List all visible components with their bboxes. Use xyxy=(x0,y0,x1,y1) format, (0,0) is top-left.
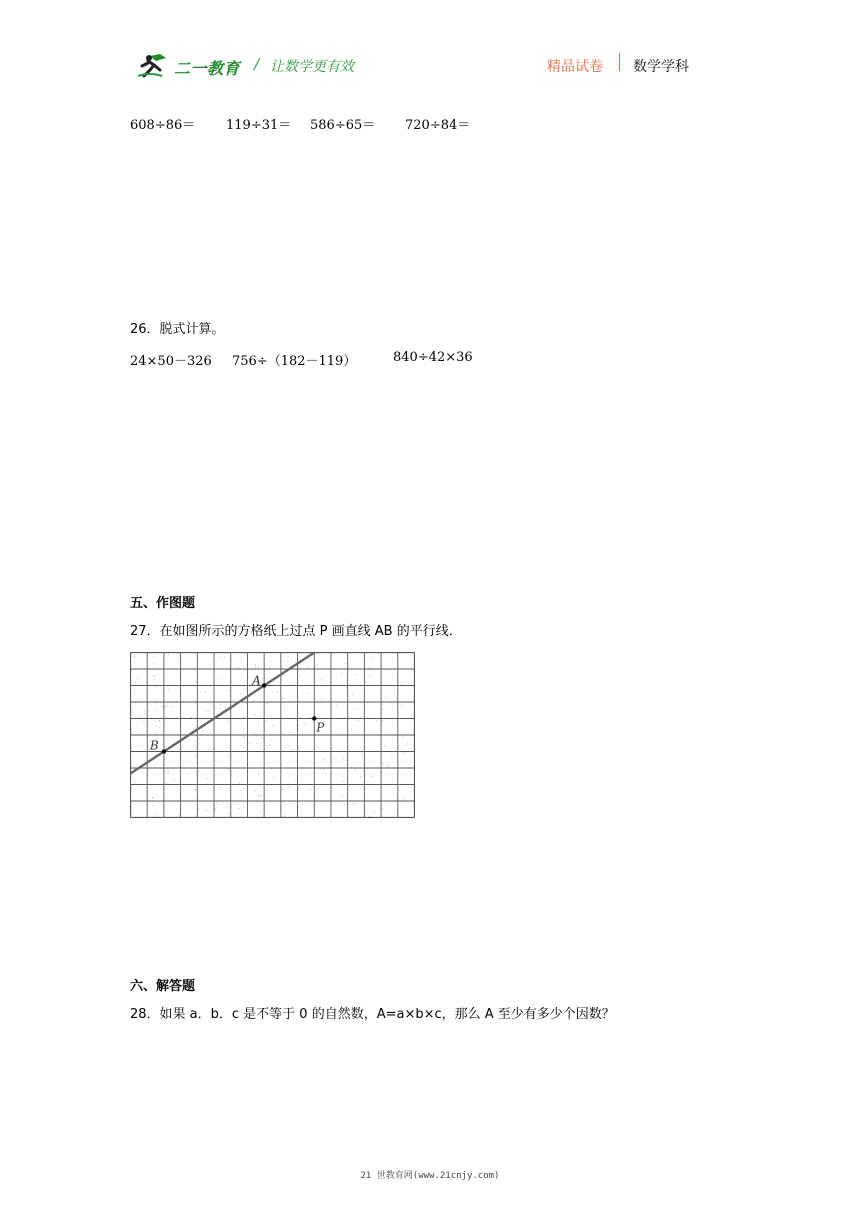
grid-speckle xyxy=(271,740,272,741)
grid-speckle xyxy=(144,720,145,721)
grid-speckle xyxy=(145,710,146,711)
grid-speckle xyxy=(307,693,308,694)
grid-speckle xyxy=(153,656,154,657)
grid-speckle xyxy=(382,709,383,710)
grid-speckle xyxy=(263,815,264,816)
grid-speckle xyxy=(323,759,324,760)
grid-speckle xyxy=(148,711,149,712)
grid-speckle xyxy=(300,717,301,718)
q28-label: 28．如果 a．b．c 是不等于 0 的自然数，A=a×b×c，那么 A 至少有多少个因数？ xyxy=(130,1007,615,1022)
grid-speckle xyxy=(154,679,155,680)
grid-speckle xyxy=(155,710,156,711)
grid-speckle xyxy=(361,753,362,754)
grid-speckle xyxy=(269,745,270,746)
grid-speckle xyxy=(229,813,230,814)
grid-speckle xyxy=(211,781,212,782)
page-footer: 21 世教育网(www.21cnjy.com) xyxy=(360,1171,500,1181)
grid-speckle xyxy=(317,665,318,666)
grid-speckle xyxy=(288,746,289,747)
grid-speckle xyxy=(132,711,133,712)
grid-speckle xyxy=(321,698,322,699)
header-tag: 精品试卷 xyxy=(547,59,603,75)
grid-speckle xyxy=(343,781,344,782)
grid-speckle xyxy=(219,804,220,805)
grid-speckle xyxy=(228,721,229,722)
section-title-answer: 六、解答题 xyxy=(130,979,196,994)
grid-speckle xyxy=(154,663,155,664)
grid-speckle xyxy=(387,764,388,765)
grid-speckle xyxy=(325,774,326,775)
grid-speckle xyxy=(273,725,274,726)
grid-speckle xyxy=(307,666,308,667)
grid-speckle xyxy=(169,689,170,690)
grid-speckle xyxy=(165,716,166,717)
grid-speckle xyxy=(205,691,206,692)
grid-speckle xyxy=(155,815,156,816)
grid-speckle xyxy=(321,678,322,679)
grid-speckle xyxy=(261,678,262,679)
grid-speckle xyxy=(239,783,240,784)
grid-speckle xyxy=(219,787,220,788)
grid-speckle xyxy=(354,803,355,804)
grid-speckle xyxy=(374,812,375,813)
grid-speckle xyxy=(172,706,173,707)
grid-speckle xyxy=(352,766,353,767)
grid-speckle xyxy=(198,798,199,799)
grid-speckle xyxy=(310,789,311,790)
grid-speckle xyxy=(198,771,199,772)
section-title-drawing: 五、作图题 xyxy=(130,596,196,611)
grid-speckle xyxy=(289,732,290,733)
grid-speckle xyxy=(352,694,353,695)
grid-speckle xyxy=(166,772,167,773)
q25-expr-2: 119÷31＝ xyxy=(226,118,292,133)
grid-speckle xyxy=(401,706,402,707)
grid-speckle xyxy=(345,663,346,664)
grid-speckle xyxy=(156,734,157,735)
grid-speckle xyxy=(360,776,361,777)
grid-speckle xyxy=(166,783,167,784)
grid-speckle xyxy=(394,690,395,691)
grid-speckle xyxy=(245,689,246,690)
slogan: 让数学更有效 xyxy=(270,59,354,75)
grid-speckle xyxy=(228,690,229,691)
grid-speckle xyxy=(219,656,220,657)
grid-speckle xyxy=(207,779,208,780)
grid-speckle xyxy=(285,815,286,816)
point-label-b: B xyxy=(149,738,159,753)
grid-speckle xyxy=(255,790,256,791)
grid-speckle xyxy=(162,706,163,707)
grid-speckle xyxy=(405,799,406,800)
grid-speckle xyxy=(198,809,199,810)
grid-speckle xyxy=(241,657,242,658)
grid-speckle xyxy=(206,810,207,811)
grid-speckle xyxy=(164,725,165,726)
grid-speckle xyxy=(221,678,222,679)
grid-speckle xyxy=(167,706,168,707)
grid-speckle xyxy=(346,760,347,761)
grid-speckle xyxy=(278,691,279,692)
grid-speckle xyxy=(209,733,210,734)
grid-speckle xyxy=(224,657,225,658)
grid-speckle xyxy=(261,795,262,796)
grid-speckle xyxy=(202,730,203,731)
grid-speckle xyxy=(355,675,356,676)
grid-speckle xyxy=(165,706,166,707)
grid-speckle xyxy=(159,720,160,721)
slogan-divider: / xyxy=(254,55,260,73)
grid-speckle xyxy=(386,669,387,670)
grid-speckle xyxy=(283,802,284,803)
grid-speckle xyxy=(131,813,132,814)
grid-speckle xyxy=(382,808,383,809)
grid-speckle xyxy=(153,676,154,677)
grid-speckle xyxy=(344,805,345,806)
header-subject: 数学学科 xyxy=(633,59,689,75)
grid-speckle xyxy=(370,676,371,677)
grid-speckle xyxy=(134,656,135,657)
grid-speckle xyxy=(289,787,290,788)
grid-speckle xyxy=(270,661,271,662)
grid-speckle xyxy=(228,756,229,757)
grid-speckle xyxy=(220,704,221,705)
grid-speckle xyxy=(385,696,386,697)
point-b xyxy=(162,749,166,753)
grid-speckle xyxy=(239,808,240,809)
grid-speckle xyxy=(240,693,241,694)
grid-speckle xyxy=(336,705,337,706)
grid-speckle xyxy=(318,796,319,797)
grid-speckle xyxy=(232,774,233,775)
grid-speckle xyxy=(266,720,267,721)
grid-speckle xyxy=(187,772,188,773)
q25-expr-3: 586÷65＝ xyxy=(310,118,376,133)
grid-speckle xyxy=(245,670,246,671)
grid-speckle xyxy=(135,682,136,683)
grid-speckle xyxy=(249,689,250,690)
grid-speckle xyxy=(288,656,289,657)
point-a xyxy=(262,683,266,687)
grid-speckle xyxy=(366,681,367,682)
grid-speckle xyxy=(358,720,359,721)
grid-speckle xyxy=(134,693,135,694)
grid-speckle xyxy=(316,653,317,654)
grid-speckle xyxy=(305,723,306,724)
grid-speckle xyxy=(199,738,200,739)
grid-speckle xyxy=(334,758,335,759)
grid-speckle xyxy=(178,815,179,816)
grid-speckle xyxy=(354,769,355,770)
grid-speckle xyxy=(258,725,259,726)
grid-speckle xyxy=(226,806,227,807)
grid-speckle xyxy=(391,754,392,755)
grid-speckle xyxy=(195,756,196,757)
grid-speckle xyxy=(272,691,273,692)
grid-speckle xyxy=(393,794,394,795)
grid-speckle xyxy=(256,736,257,737)
grid-speckle xyxy=(303,715,304,716)
grid-speckle xyxy=(285,707,286,708)
grid-speckle xyxy=(341,674,342,675)
grid-speckle xyxy=(255,664,256,665)
grid-speckle xyxy=(191,717,192,718)
grid-speckle xyxy=(145,713,146,714)
grid-speckle xyxy=(296,779,297,780)
grid-speckle xyxy=(138,745,139,746)
grid-speckle xyxy=(253,763,254,764)
grid-speckle xyxy=(152,797,153,798)
grid-speckle xyxy=(299,676,300,677)
grid-speckle xyxy=(178,658,179,659)
q25-expr-1: 608÷86＝ xyxy=(130,118,196,133)
grid-speckle xyxy=(290,701,291,702)
q26-expr-1: 24×50－326 xyxy=(130,354,212,369)
grid-speckle xyxy=(305,662,306,663)
grid-speckle xyxy=(155,675,156,676)
q27-grid-figure xyxy=(130,652,415,822)
grid-speckle xyxy=(155,702,156,703)
grid-speckle xyxy=(159,727,160,728)
grid-speckle xyxy=(383,763,384,764)
grid-speckle xyxy=(137,678,138,679)
grid-speckle xyxy=(371,776,372,777)
grid-speckle xyxy=(168,769,169,770)
point-label-p: P xyxy=(316,720,325,735)
grid-speckle xyxy=(260,743,261,744)
grid-speckle xyxy=(322,680,323,681)
grid-speckle xyxy=(258,795,259,796)
grid-speckle xyxy=(273,777,274,778)
grid-speckle xyxy=(317,677,318,678)
grid-speckle xyxy=(182,761,183,762)
q26-expr-2: 756÷（182－119） xyxy=(232,354,357,369)
grid-speckle xyxy=(309,713,310,714)
grid-speckle xyxy=(244,736,245,737)
grid-speckle xyxy=(283,789,284,790)
grid-speckle xyxy=(260,796,261,797)
grid-speckle xyxy=(256,743,257,744)
point-label-a: A xyxy=(252,673,261,688)
grid-speckle xyxy=(217,802,218,803)
grid-speckle xyxy=(194,745,195,746)
grid-speckle xyxy=(260,812,261,813)
grid-speckle xyxy=(324,769,325,770)
grid-speckle xyxy=(342,758,343,759)
q26-label: 26．脱式计算。 xyxy=(130,322,225,337)
q25-expr-4: 720÷84＝ xyxy=(405,118,471,133)
grid-speckle xyxy=(261,737,262,738)
grid-speckle xyxy=(403,753,404,754)
grid-speckle xyxy=(238,667,239,668)
grid-speckle xyxy=(136,703,137,704)
grid-speckle xyxy=(369,668,370,669)
grid-speckle xyxy=(387,766,388,767)
grid-speckle xyxy=(356,708,357,709)
grid-speckle xyxy=(262,694,263,695)
grid-speckle xyxy=(156,726,157,727)
q27-label: 27．在如图所示的方格纸上过点 P 画直线 AB 的平行线． xyxy=(130,624,462,639)
grid-speckle xyxy=(168,772,169,773)
grid-speckle xyxy=(209,749,210,750)
grid-speckle xyxy=(195,789,196,790)
grid-speckle xyxy=(384,746,385,747)
grid-speckle xyxy=(187,739,188,740)
q26-expr-3: 840÷42×36 xyxy=(393,350,473,365)
grid-speckle xyxy=(258,774,259,775)
grid-speckle xyxy=(195,681,196,682)
grid-speckle xyxy=(365,814,366,815)
grid-speckle xyxy=(225,707,226,708)
grid-speckle xyxy=(292,688,293,689)
grid-speckle xyxy=(155,687,156,688)
grid-speckle xyxy=(174,780,175,781)
grid-speckle xyxy=(237,804,238,805)
grid-speckle xyxy=(208,710,209,711)
grid-speckle xyxy=(338,733,339,734)
runner-logo-icon xyxy=(136,52,174,80)
grid-speckle xyxy=(342,795,343,796)
grid-speckle xyxy=(132,777,133,778)
grid-speckle xyxy=(382,721,383,722)
grid-speckle xyxy=(403,796,404,797)
grid-speckle xyxy=(346,687,347,688)
grid-speckle xyxy=(258,667,259,668)
grid-speckle xyxy=(268,693,269,694)
grid-speckle xyxy=(255,714,256,715)
grid-speckle xyxy=(283,698,284,699)
grid-speckle xyxy=(255,666,256,667)
grid-svg xyxy=(130,652,415,818)
grid-speckle xyxy=(168,654,169,655)
grid-speckle xyxy=(215,809,216,810)
grid-speckle xyxy=(284,661,285,662)
grid-speckle xyxy=(270,667,271,668)
grid-speckle xyxy=(140,716,141,717)
grid-speckle xyxy=(200,692,201,693)
header-divider xyxy=(619,53,620,71)
grid-speckle xyxy=(372,657,373,658)
grid-speckle xyxy=(267,703,268,704)
grid-speckle xyxy=(406,744,407,745)
grid-speckle xyxy=(304,672,305,673)
grid-speckle xyxy=(293,749,294,750)
grid-speckle xyxy=(153,805,154,806)
grid-speckle xyxy=(403,737,404,738)
grid-speckle xyxy=(376,720,377,721)
grid-speckle xyxy=(249,743,250,744)
grid-speckle xyxy=(206,711,207,712)
grid-speckle xyxy=(292,803,293,804)
grid-speckle xyxy=(401,683,402,684)
grid-speckle xyxy=(135,782,136,783)
logo-name: 二一教育 xyxy=(174,59,241,78)
